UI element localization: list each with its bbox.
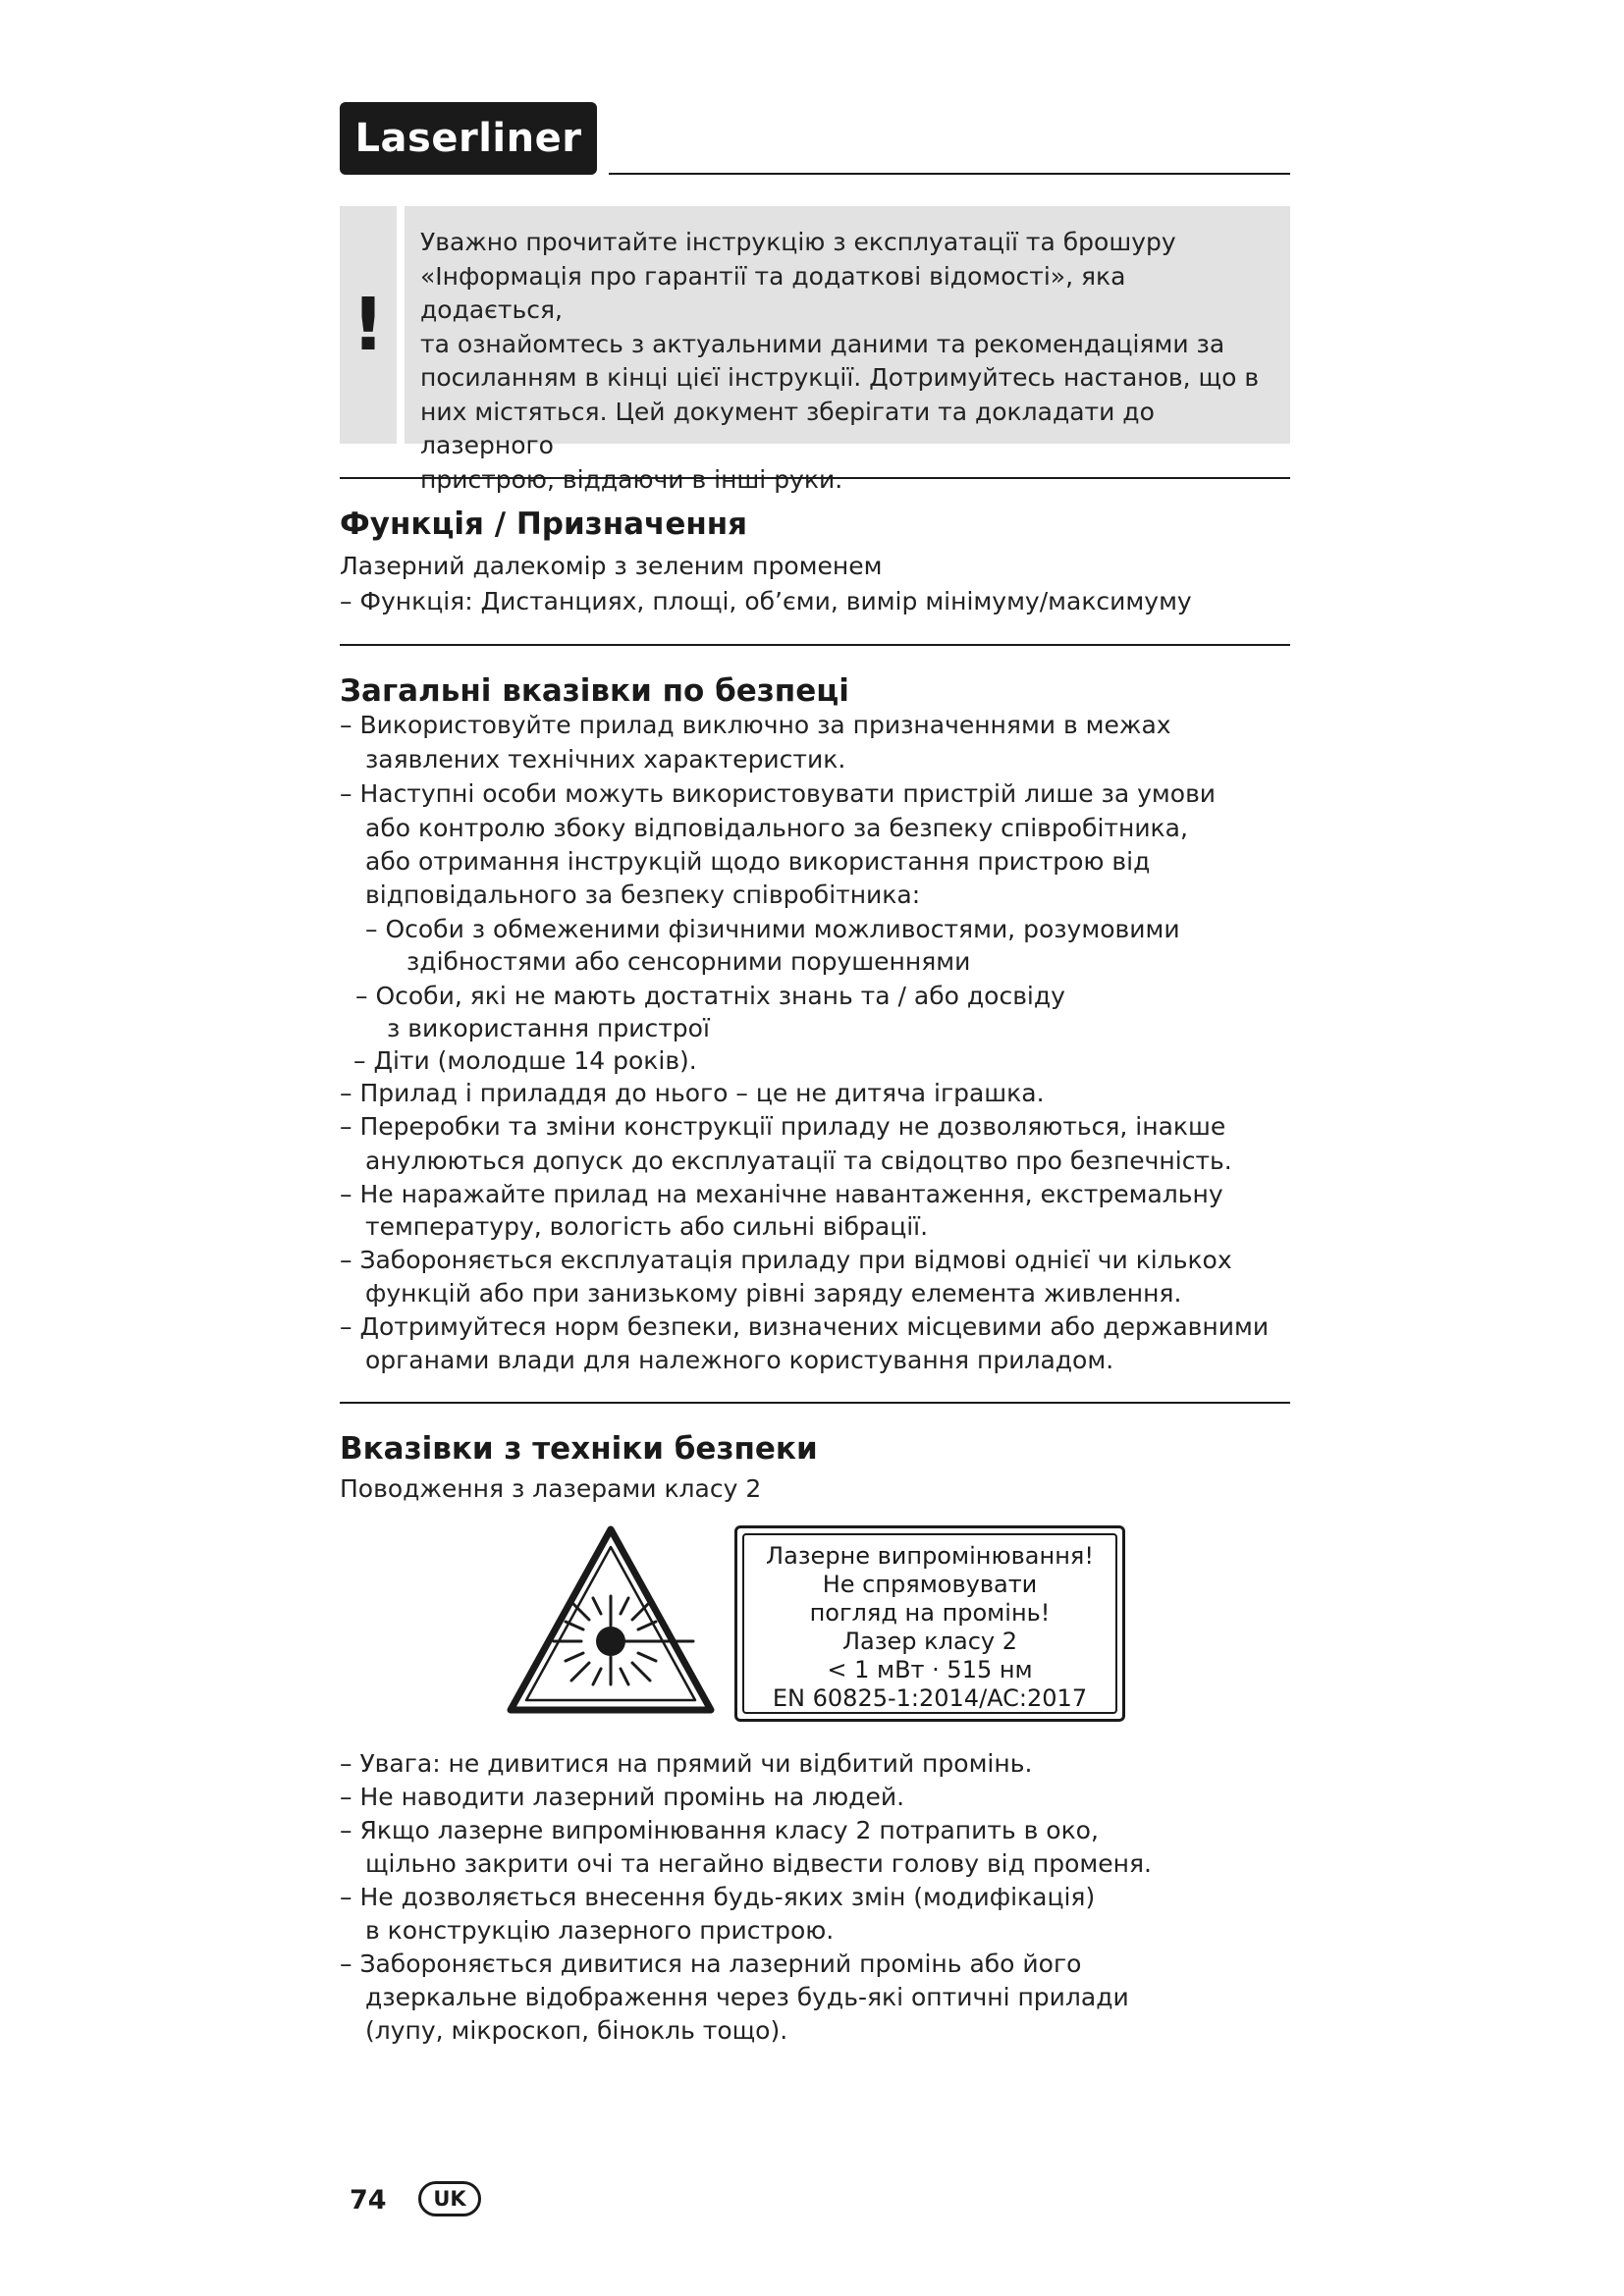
laser-line: щільно закрити очі та негайно відвести голову від променя. — [365, 1849, 1152, 1878]
laser-line: – Не наводити лазерний промінь на людей. — [340, 1783, 905, 1811]
safety-line: – Прилад і приладдя до нього – це не дитяча іграшка. — [340, 1079, 1045, 1107]
function-title: Функція / Призначення — [340, 507, 748, 542]
laser-line: – Забороняється дивитися на лазерний промінь або його — [340, 1949, 1082, 1978]
safety-line: з використання пристрої — [387, 1014, 710, 1042]
safety-line: – Діти (молодше 14 років). — [353, 1046, 697, 1075]
safety-line: функцій або при занизькому рівні заряду елемента живлення. — [365, 1279, 1182, 1308]
label-line: EN 60825-1:2014/AC:2017 — [772, 1684, 1088, 1712]
safety-line: температуру, вологість або сильні вібрації. — [365, 1212, 929, 1241]
section-rule — [340, 477, 1290, 479]
laser-subtitle: Поводження з лазерами класу 2 — [340, 1474, 762, 1503]
safety-line: – Використовуйте прилад виключно за призначеннями в межах — [340, 711, 1171, 739]
safety-line: – Дотримуйтеся норм безпеки, визначених місцевими або державними — [340, 1312, 1270, 1341]
notice-box — [340, 206, 1290, 494]
safety-line: або контролю збоку відповідального за безпеку співробітника, — [365, 814, 1188, 842]
label-line: погляд на промінь! — [809, 1599, 1051, 1627]
notice-line: Уважно прочитайте інструкцію з експлуатації та брошуру — [420, 228, 1176, 256]
function-item: – Функція: Дистанциях, площі, об’єми, вимір мінімуму/максимуму — [340, 587, 1192, 615]
laser-line: – Якщо лазерне випромінювання класу 2 потрапить в око, — [340, 1816, 1099, 1844]
safety-title: Загальні вказівки по безпеці — [340, 673, 849, 709]
laser-title: Вказівки з техніки безпеки — [340, 1431, 818, 1467]
label-line: Не спрямовувати — [822, 1571, 1038, 1598]
notice-line: пристрою, віддаючи в інші руки. — [420, 464, 843, 494]
brand-logo: Laserliner — [340, 102, 597, 175]
label-line: < 1 мВт · 515 нм — [827, 1656, 1033, 1683]
language-badge: UK — [418, 2181, 481, 2216]
safety-line: – Особи, які не мають достатніх знань та / або досвіду — [355, 982, 1065, 1010]
safety-line: – Забороняється експлуатація приладу при відмові однієї чи кількох — [340, 1246, 1232, 1274]
function-subtitle: Лазерний далекомір з зеленим променем — [340, 552, 883, 580]
safety-line: або отримання інструкцій щодо використання пристрою від — [365, 847, 1151, 876]
section-rule — [340, 644, 1290, 646]
label-line: Лазерне випромінювання! — [766, 1542, 1094, 1570]
section-rule — [340, 1402, 1290, 1404]
laser-line: (лупу, мікроскоп, бінокль тощо). — [365, 2016, 788, 2045]
safety-line: – Переробки та зміни конструкції приладу не дозволяються, інакше — [340, 1112, 1226, 1141]
notice-line: та ознайомтесь з актуальними даними та рекомендаціями за — [420, 329, 1225, 358]
notice-text — [405, 206, 1290, 494]
laser-warning-icon — [505, 1523, 717, 1716]
notice-line: посиланням в кінці цієї інструкції. Дотримуйтесь настанов, що в — [420, 363, 1260, 392]
laser-line: дзеркальне відображення через будь-які оптичні прилади — [365, 1983, 1129, 2011]
label-line: Лазер класу 2 — [842, 1628, 1017, 1655]
safety-line: відповідального за безпеку співробітника: — [365, 881, 921, 909]
safety-line: заявлених технічних характеристик. — [365, 745, 846, 774]
header-rule — [609, 173, 1290, 175]
safety-line: органами влади для належного користування приладом. — [365, 1346, 1114, 1374]
safety-line: – Особи з обмеженими фізичними можливостями, розумовими — [365, 915, 1180, 943]
laser-line: в конструкцію лазерного пристрою. — [365, 1916, 835, 1945]
laser-label — [734, 1525, 1125, 1722]
page-number: 74 — [350, 2185, 387, 2216]
notice-line: них містяться. Цей документ зберігати та докладати до лазерного — [420, 397, 1155, 459]
laser-line: – Не дозволяється внесення будь-яких змін (модифікація) — [340, 1883, 1096, 1911]
exclamation-icon: ! — [340, 206, 397, 444]
notice-line: «Інформація про гарантії та додаткові відомості», яка додається, — [420, 261, 1126, 324]
safety-line: – Наступні особи можуть використовувати пристрій лише за умови — [340, 779, 1217, 808]
safety-line: – Не наражайте прилад на механічне навантаження, екстремальну — [340, 1180, 1223, 1208]
safety-line: здібностями або сенсорними порушеннями — [406, 947, 971, 976]
laser-line: – Увага: не дивитися на прямий чи відбитий промінь. — [340, 1749, 1033, 1778]
safety-line: анулюються допуск до експлуатації та свідоцтво про безпечність. — [365, 1147, 1232, 1175]
